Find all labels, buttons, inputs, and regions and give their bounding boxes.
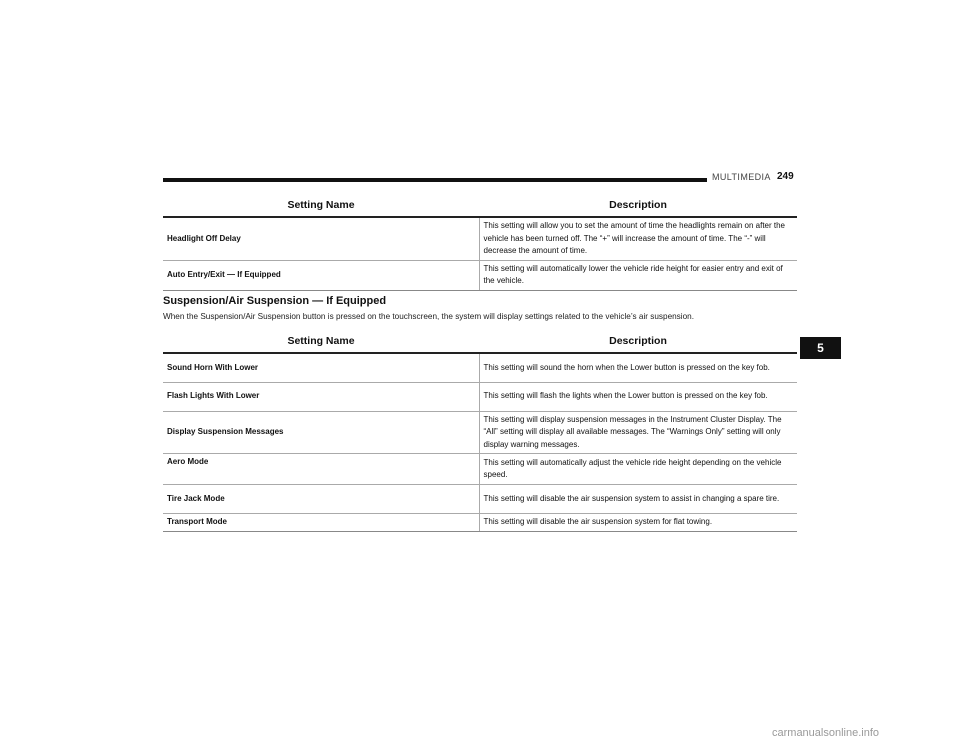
column-header-description: Description <box>479 330 797 353</box>
column-header-setting-name: Setting Name <box>163 330 479 353</box>
table-row <box>163 514 797 532</box>
setting-name: Display Suspension Messages <box>163 411 479 454</box>
setting-description: This setting will display suspension messages in the Instrument Cluster Display. The “All” setting will display all available messages. The “Warnings Only” setting will only display warning messages. <box>479 411 797 454</box>
table-row <box>163 454 797 485</box>
column-header-setting-name: Setting Name <box>163 194 479 217</box>
setting-name: Aero Mode <box>163 454 479 485</box>
settings-table-suspension <box>163 330 797 532</box>
watermark: carmanualsonline.info <box>772 727 880 739</box>
setting-name: Headlight Off Delay <box>163 217 479 260</box>
setting-name: Flash Lights With Lower <box>163 382 479 411</box>
table-row <box>163 382 797 411</box>
setting-description: This setting will allow you to set the amount of time the headlights remain on after the vehicle has been turned off. The “+” will increase the amount of time. The “-” will decrease the amount of time. <box>479 217 797 260</box>
chapter-tab[interactable]: 5 <box>800 337 841 359</box>
table-header-row <box>163 194 797 217</box>
table-header-row <box>163 330 797 353</box>
section-body-text: When the Suspension/Air Suspension button is pressed on the touchscreen, the system will display settings related to the vehicle’s air suspension. <box>163 312 694 321</box>
running-header-section: MULTIMEDIA <box>712 172 771 182</box>
setting-name: Transport Mode <box>163 514 479 532</box>
setting-name: Tire Jack Mode <box>163 485 479 514</box>
setting-name: Sound Horn With Lower <box>163 353 479 382</box>
table-row <box>163 353 797 382</box>
table-row <box>163 217 797 260</box>
setting-description: This setting will flash the lights when the Lower button is pressed on the key fob. <box>479 382 797 411</box>
table-row <box>163 485 797 514</box>
setting-name: Auto Entry/Exit — If Equipped <box>163 260 479 290</box>
setting-description: This setting will disable the air suspension system for flat towing. <box>479 514 797 532</box>
settings-table-general <box>163 194 797 291</box>
setting-description: This setting will disable the air suspension system to assist in changing a spare tire. <box>479 485 797 514</box>
section-heading: Suspension/Air Suspension — If Equipped <box>163 295 387 307</box>
table-row <box>163 260 797 290</box>
table-row <box>163 411 797 454</box>
setting-description: This setting will automatically lower the vehicle ride height for easier entry and exit of the vehicle. <box>479 260 797 290</box>
header-rule <box>163 178 707 182</box>
column-header-description: Description <box>479 194 797 217</box>
page-number: 249 <box>777 171 794 182</box>
setting-description: This setting will automatically adjust the vehicle ride height depending on the vehicle speed. <box>479 454 797 485</box>
setting-description: This setting will sound the horn when the Lower button is pressed on the key fob. <box>479 353 797 382</box>
